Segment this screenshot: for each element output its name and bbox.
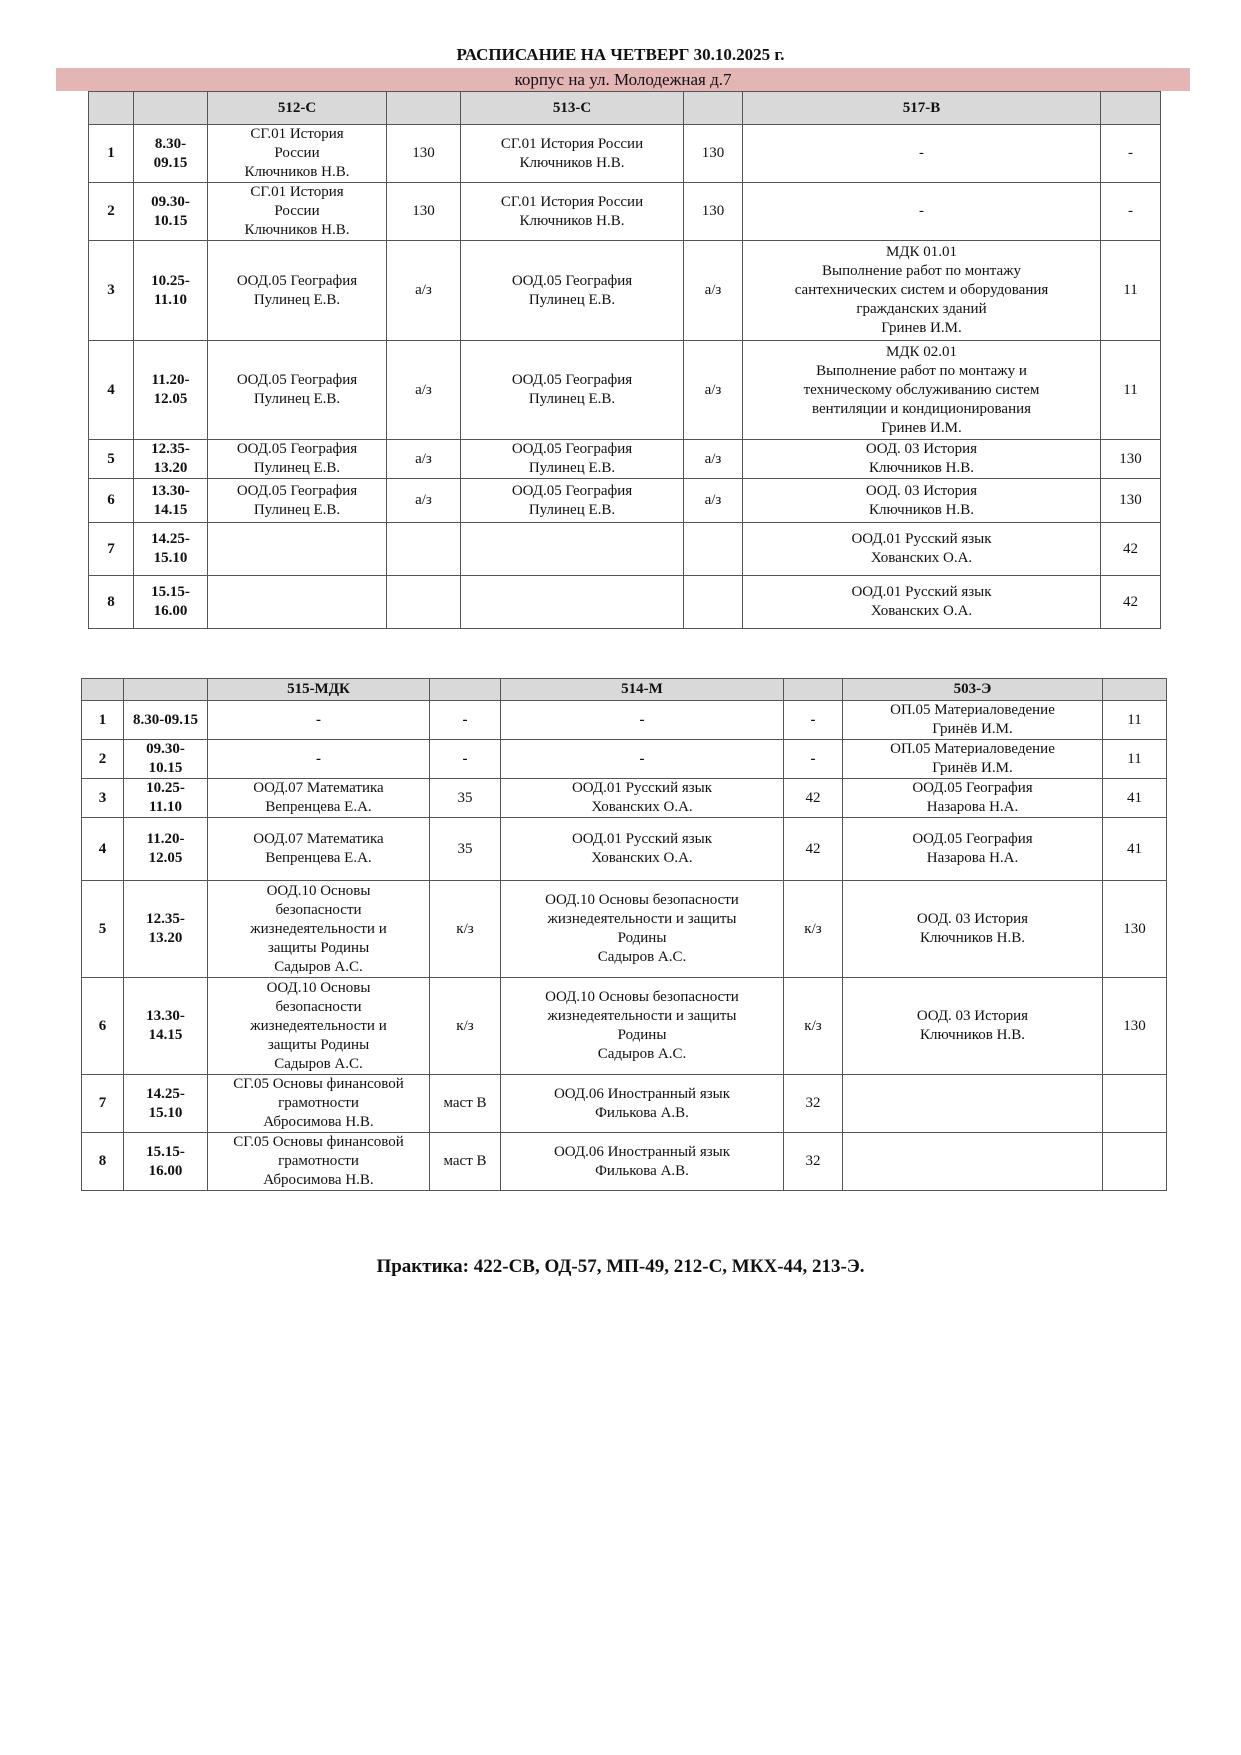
- room-cell: 130: [1103, 881, 1167, 978]
- table-row: [82, 740, 1167, 779]
- lesson-time: [134, 523, 208, 576]
- cell-line: Ключников Н.В.: [519, 212, 625, 229]
- lesson-time: [124, 818, 208, 881]
- subject-cell: [461, 440, 684, 479]
- cell-line: защиты Родины: [267, 1036, 370, 1053]
- lesson-number: 1: [89, 125, 134, 183]
- cell-line: жизнедеятельности и: [250, 920, 387, 937]
- subject-cell: [843, 978, 1103, 1075]
- cell-line: 10.25-: [146, 780, 185, 796]
- cell-line: Пулинец Е.В.: [528, 291, 616, 308]
- cell-line: 15.10: [148, 1104, 183, 1121]
- room-cell: -: [784, 701, 843, 740]
- subject-cell: [843, 779, 1103, 818]
- cell-line: ООД.05 География: [511, 482, 633, 499]
- cell-line: ООД.06 Иностранный язык: [553, 1143, 731, 1160]
- room-cell: 11: [1103, 740, 1167, 779]
- cell-line: жизнедеятельности и: [250, 1017, 387, 1034]
- cell-line: ООД.10 Основы: [266, 979, 371, 996]
- cell-line: СГ.01 История России: [500, 193, 644, 210]
- cell-line: безопасности: [275, 901, 362, 918]
- cell-line: 09.15: [153, 154, 188, 171]
- subject-cell: [501, 740, 784, 779]
- room-cell: 42: [1101, 523, 1161, 576]
- cell-line: Гринев И.М.: [881, 419, 962, 436]
- cell-line: Филькова А.В.: [595, 1162, 689, 1179]
- subject-cell: [501, 701, 784, 740]
- subject-cell: [208, 779, 430, 818]
- table-row: [82, 1075, 1167, 1133]
- cell-line: России: [274, 145, 320, 161]
- cell-line: -: [316, 750, 321, 767]
- cell-line: 11.10: [149, 799, 182, 815]
- subject-cell: [743, 479, 1101, 523]
- cell-line: России: [274, 203, 320, 219]
- table-row: [89, 125, 1161, 183]
- subject-cell: [501, 978, 784, 1075]
- group-header: 503-Э: [843, 679, 1103, 701]
- cell-line: 14.25-: [146, 1085, 185, 1102]
- subject-cell: [208, 479, 387, 523]
- cell-line: 13.30-: [146, 1008, 185, 1024]
- subject-cell: [461, 341, 684, 440]
- room-cell: а/з: [684, 479, 743, 523]
- cell-line: Абросимова Н.В.: [263, 1114, 374, 1130]
- subject-cell: [461, 241, 684, 341]
- room-cell: 130: [1101, 440, 1161, 479]
- cell-line: Назарова Н.А.: [926, 799, 1019, 815]
- cell-line: 10.15: [153, 212, 188, 229]
- subject-cell: [743, 241, 1101, 341]
- cell-line: 15.10: [153, 550, 188, 566]
- lesson-number: 7: [82, 1075, 124, 1133]
- cell-line: ООД.05 География: [912, 780, 1033, 796]
- subject-cell: [208, 818, 430, 881]
- header-row: [89, 92, 1161, 125]
- cell-line: 10.15: [148, 760, 183, 776]
- cell-line: 12.35-: [146, 911, 185, 927]
- cell-line: 13.20: [148, 930, 183, 946]
- subject-cell: [461, 479, 684, 523]
- cell-line: Родины: [617, 1027, 667, 1043]
- cell-line: СГ.01 История: [250, 184, 344, 200]
- room-header: [430, 679, 501, 701]
- lesson-time: [134, 241, 208, 341]
- subject-cell: [208, 341, 387, 440]
- subject-cell: [743, 576, 1101, 629]
- room-cell: 130: [684, 125, 743, 183]
- room-header: [784, 679, 843, 701]
- group-header: 515-МДК: [208, 679, 430, 701]
- subject-cell: [743, 523, 1101, 576]
- cell-line: ОП.05 Материаловедение: [890, 741, 1055, 757]
- subject-cell: [208, 1075, 430, 1133]
- subject-cell: [461, 125, 684, 183]
- cell-line: Садыров А.С.: [597, 1046, 687, 1062]
- room-cell: маст В: [430, 1075, 501, 1133]
- room-cell: [684, 576, 743, 629]
- cell-line: Назарова Н.А.: [926, 850, 1019, 866]
- room-cell: а/з: [684, 241, 743, 341]
- room-cell: -: [784, 740, 843, 779]
- cell-line: ООД.10 Основы безопасности: [545, 892, 739, 908]
- header-row: [82, 679, 1167, 701]
- lesson-number: 8: [82, 1133, 124, 1191]
- table-row: [82, 978, 1167, 1075]
- lesson-time: [134, 183, 208, 241]
- cell-line: Ключников Н.В.: [244, 164, 350, 180]
- cell-line: вентиляции и кондиционирования: [811, 400, 1032, 417]
- cell-line: Хованских О.А.: [591, 850, 693, 866]
- cell-line: МДК 01.01: [885, 244, 958, 260]
- cell-line: ООД.07 Математика: [253, 831, 384, 847]
- room-cell: а/з: [684, 440, 743, 479]
- cell-line: Пулинец Е.В.: [253, 460, 341, 476]
- cell-line: ООД.05 География: [511, 372, 633, 388]
- cell-line: жизнедеятельности и защиты: [547, 1008, 737, 1024]
- room-cell: -: [430, 740, 501, 779]
- header-num: [89, 92, 134, 125]
- building-banner: корпус на ул. Молодежная д.7: [56, 68, 1190, 91]
- lesson-number: 7: [89, 523, 134, 576]
- cell-line: ООД.05 География: [236, 272, 358, 289]
- lesson-number: 5: [82, 881, 124, 978]
- table-row: [82, 701, 1167, 740]
- cell-line: 16.00: [148, 1162, 183, 1179]
- cell-line: -: [316, 711, 321, 728]
- room-cell: а/з: [387, 440, 461, 479]
- room-cell: 11: [1101, 241, 1161, 341]
- cell-line: Гринев И.М.: [881, 320, 962, 336]
- subject-cell: [501, 779, 784, 818]
- room-cell: а/з: [387, 341, 461, 440]
- cell-line: 10.25-: [151, 272, 190, 289]
- subject-cell: [743, 125, 1101, 183]
- cell-line: МДК 02.01: [885, 343, 958, 360]
- room-cell: 11: [1101, 341, 1161, 440]
- cell-line: 14.25-: [151, 531, 190, 547]
- schedule-table-1: [88, 91, 1161, 629]
- cell-line: жизнедеятельности и защиты: [547, 911, 737, 927]
- lesson-number: 1: [82, 701, 124, 740]
- cell-line: 16.00: [153, 603, 188, 619]
- room-cell: 130: [1103, 978, 1167, 1075]
- cell-line: гражданских зданий: [856, 301, 987, 317]
- table-row: [89, 183, 1161, 241]
- cell-line: Гринёв И.М.: [932, 721, 1013, 737]
- room-cell: [1103, 1075, 1167, 1133]
- cell-line: ООД.10 Основы: [266, 882, 371, 899]
- lesson-time: [134, 341, 208, 440]
- cell-line: Пулинец Е.В.: [528, 460, 616, 476]
- room-cell: к/з: [784, 881, 843, 978]
- table-row: [89, 241, 1161, 341]
- group-header: 514-М: [501, 679, 784, 701]
- cell-line: 11.20-: [146, 831, 185, 847]
- subject-cell: [461, 183, 684, 241]
- room-cell: -: [430, 701, 501, 740]
- room-cell: к/з: [784, 978, 843, 1075]
- table-row: [82, 1133, 1167, 1191]
- lesson-number: 3: [82, 779, 124, 818]
- cell-line: Ключников Н.В.: [920, 1027, 1025, 1043]
- cell-line: ООД. 03 История: [916, 1008, 1029, 1024]
- subject-cell: [743, 440, 1101, 479]
- cell-line: 15.15-: [146, 1143, 185, 1160]
- cell-line: Ключников Н.В.: [519, 154, 625, 171]
- subject-cell: [208, 125, 387, 183]
- subject-cell: [208, 881, 430, 978]
- subject-cell: [843, 1133, 1103, 1191]
- page-title: РАСПИСАНИЕ НА ЧЕТВЕРГ 30.10.2025 г.: [456, 45, 785, 64]
- lesson-time: [124, 779, 208, 818]
- header-num: [82, 679, 124, 701]
- group-header: 512-С: [208, 92, 387, 125]
- cell-line: ООД. 03 История: [865, 482, 978, 499]
- lesson-number: 2: [89, 183, 134, 241]
- lesson-time: [134, 125, 208, 183]
- cell-line: безопасности: [275, 998, 362, 1015]
- cell-line: защиты Родины: [267, 939, 370, 956]
- room-cell: а/з: [387, 479, 461, 523]
- cell-line: Филькова А.В.: [595, 1104, 689, 1121]
- subject-cell: [843, 818, 1103, 881]
- cell-line: ООД.05 География: [511, 441, 633, 457]
- lesson-number: 6: [82, 978, 124, 1075]
- lesson-number: 6: [89, 479, 134, 523]
- lesson-number: 4: [82, 818, 124, 881]
- subject-cell: [743, 341, 1101, 440]
- cell-line: СГ.05 Основы финансовой: [233, 1076, 404, 1092]
- subject-cell: [501, 1075, 784, 1133]
- room-cell: 130: [684, 183, 743, 241]
- room-header: [684, 92, 743, 125]
- room-cell: [1103, 1133, 1167, 1191]
- table-row: [89, 479, 1161, 523]
- cell-line: Садыров А.С.: [597, 949, 687, 965]
- lesson-time: [124, 1133, 208, 1191]
- cell-line: Ключников Н.В.: [869, 501, 974, 518]
- subject-cell: [208, 576, 387, 629]
- cell-line: Выполнение работ по монтажу и: [816, 362, 1027, 379]
- cell-line: СГ.05 Основы финансовой: [233, 1134, 404, 1150]
- cell-line: Ключников Н.В.: [244, 222, 350, 238]
- cell-line: Хованских О.А.: [870, 603, 973, 619]
- lesson-number: 3: [89, 241, 134, 341]
- cell-line: 09.30-: [146, 741, 185, 757]
- schedule-table-2: [81, 678, 1167, 1191]
- table-row: [82, 779, 1167, 818]
- table-row: [89, 440, 1161, 479]
- room-cell: 41: [1103, 779, 1167, 818]
- cell-line: ООД.01 Русский язык: [571, 780, 713, 796]
- cell-line: сантехнических систем и оборудования: [794, 282, 1049, 298]
- subject-cell: [461, 576, 684, 629]
- cell-line: Хованских О.А.: [591, 799, 693, 815]
- room-cell: 42: [1101, 576, 1161, 629]
- cell-line: Пулинец Е.В.: [528, 391, 616, 407]
- lesson-time: [124, 701, 208, 740]
- cell-line: ООД.10 Основы безопасности: [545, 989, 739, 1005]
- cell-line: 14.15: [153, 501, 188, 518]
- cell-line: -: [919, 145, 924, 161]
- subject-cell: [501, 881, 784, 978]
- cell-line: 12.05: [153, 391, 188, 407]
- cell-line: ООД.05 География: [236, 372, 358, 388]
- lesson-number: 2: [82, 740, 124, 779]
- group-header: 517-В: [743, 92, 1101, 125]
- cell-line: ООД.07 Математика: [253, 780, 384, 796]
- subject-cell: [501, 818, 784, 881]
- subject-cell: [208, 701, 430, 740]
- cell-line: ООД.05 География: [236, 441, 358, 457]
- room-cell: [387, 576, 461, 629]
- room-cell: -: [1101, 183, 1161, 241]
- subject-cell: [843, 881, 1103, 978]
- cell-line: Садыров А.С.: [274, 958, 363, 975]
- cell-line: Ключников Н.В.: [920, 930, 1025, 946]
- lesson-time: [124, 1075, 208, 1133]
- room-header: [387, 92, 461, 125]
- cell-line: Пулинец Е.В.: [253, 391, 341, 407]
- room-cell: 41: [1103, 818, 1167, 881]
- subject-cell: [743, 183, 1101, 241]
- subject-cell: [208, 183, 387, 241]
- cell-line: СГ.01 История России: [500, 135, 644, 152]
- cell-line: 12.35-: [151, 441, 190, 457]
- room-cell: 42: [784, 779, 843, 818]
- cell-line: 8.30-: [154, 135, 187, 152]
- lesson-time: [134, 479, 208, 523]
- cell-line: 8.30-09.15: [133, 711, 198, 728]
- room-cell: 130: [387, 125, 461, 183]
- cell-line: Абросимова Н.В.: [263, 1172, 374, 1188]
- lesson-time: [124, 978, 208, 1075]
- room-cell: маст В: [430, 1133, 501, 1191]
- room-cell: 32: [784, 1133, 843, 1191]
- lesson-time: [134, 576, 208, 629]
- cell-line: 12.05: [148, 850, 183, 866]
- subject-cell: [208, 740, 430, 779]
- cell-line: ООД. 03 История: [865, 441, 978, 457]
- room-cell: 35: [430, 818, 501, 881]
- cell-line: Садыров А.С.: [274, 1055, 363, 1072]
- cell-line: ООД.05 География: [236, 482, 358, 499]
- room-cell: 35: [430, 779, 501, 818]
- cell-line: -: [639, 750, 645, 767]
- cell-line: ООД.01 Русский язык: [851, 584, 992, 600]
- subject-cell: [461, 523, 684, 576]
- cell-line: Пулинец Е.В.: [528, 501, 616, 518]
- lesson-number: 4: [89, 341, 134, 440]
- room-cell: 130: [387, 183, 461, 241]
- subject-cell: [208, 978, 430, 1075]
- cell-line: ООД.05 География: [912, 831, 1033, 847]
- lesson-time: [124, 881, 208, 978]
- lesson-number: 8: [89, 576, 134, 629]
- subject-cell: [501, 1133, 784, 1191]
- table-row: [82, 881, 1167, 978]
- cell-line: 11.10: [154, 291, 187, 308]
- room-header: [1103, 679, 1167, 701]
- room-cell: к/з: [430, 978, 501, 1075]
- subject-cell: [208, 523, 387, 576]
- lesson-number: 5: [89, 440, 134, 479]
- cell-line: 11.20-: [151, 372, 190, 388]
- cell-line: грамотности: [278, 1095, 359, 1111]
- cell-line: 14.15: [148, 1027, 183, 1043]
- cell-line: 09.30-: [151, 193, 190, 210]
- table-row: [89, 576, 1161, 629]
- cell-line: Гринёв И.М.: [932, 760, 1013, 776]
- room-cell: 42: [784, 818, 843, 881]
- header-time: [124, 679, 208, 701]
- cell-line: Вепренцева Е.А.: [265, 850, 372, 866]
- cell-line: Пулинец Е.В.: [253, 291, 341, 308]
- cell-line: ООД.06 Иностранный язык: [553, 1085, 731, 1102]
- room-cell: [387, 523, 461, 576]
- cell-line: Пулинец Е.В.: [253, 501, 341, 518]
- room-cell: -: [1101, 125, 1161, 183]
- cell-line: СГ.01 История: [250, 126, 344, 142]
- practice-note: Практика: 422-СВ, ОД-57, МП-49, 212-С, МКХ-44, 213-Э.: [376, 1256, 865, 1277]
- room-cell: а/з: [387, 241, 461, 341]
- table-row: [89, 341, 1161, 440]
- cell-line: 15.15-: [151, 584, 190, 600]
- cell-line: Хованских О.А.: [870, 550, 973, 566]
- room-cell: к/з: [430, 881, 501, 978]
- subject-cell: [843, 740, 1103, 779]
- cell-line: -: [919, 203, 924, 219]
- cell-line: Ключников Н.В.: [869, 460, 974, 476]
- cell-line: ООД. 03 История: [916, 911, 1029, 927]
- subject-cell: [208, 1133, 430, 1191]
- cell-line: ООД.01 Русский язык: [571, 831, 713, 847]
- subject-cell: [208, 241, 387, 341]
- cell-line: грамотности: [278, 1153, 359, 1169]
- cell-line: -: [639, 711, 645, 728]
- subject-cell: [843, 1075, 1103, 1133]
- cell-line: Родины: [617, 930, 667, 946]
- room-cell: 32: [784, 1075, 843, 1133]
- cell-line: ОП.05 Материаловедение: [890, 702, 1055, 718]
- cell-line: ООД.01 Русский язык: [851, 531, 992, 547]
- room-header: [1101, 92, 1161, 125]
- header-time: [134, 92, 208, 125]
- table-row: [89, 523, 1161, 576]
- table-row: [82, 818, 1167, 881]
- cell-line: 13.20: [153, 460, 188, 476]
- cell-line: 13.30-: [151, 482, 190, 499]
- cell-line: ООД.05 География: [511, 272, 633, 289]
- subject-cell: [843, 701, 1103, 740]
- group-header: 513-С: [461, 92, 684, 125]
- room-cell: [684, 523, 743, 576]
- room-cell: 130: [1101, 479, 1161, 523]
- room-cell: а/з: [684, 341, 743, 440]
- lesson-time: [124, 740, 208, 779]
- lesson-time: [134, 440, 208, 479]
- room-cell: 11: [1103, 701, 1167, 740]
- cell-line: техническому обслуживанию систем: [803, 381, 1040, 398]
- subject-cell: [208, 440, 387, 479]
- cell-line: Вепренцева Е.А.: [265, 799, 372, 815]
- cell-line: Выполнение работ по монтажу: [822, 263, 1021, 279]
